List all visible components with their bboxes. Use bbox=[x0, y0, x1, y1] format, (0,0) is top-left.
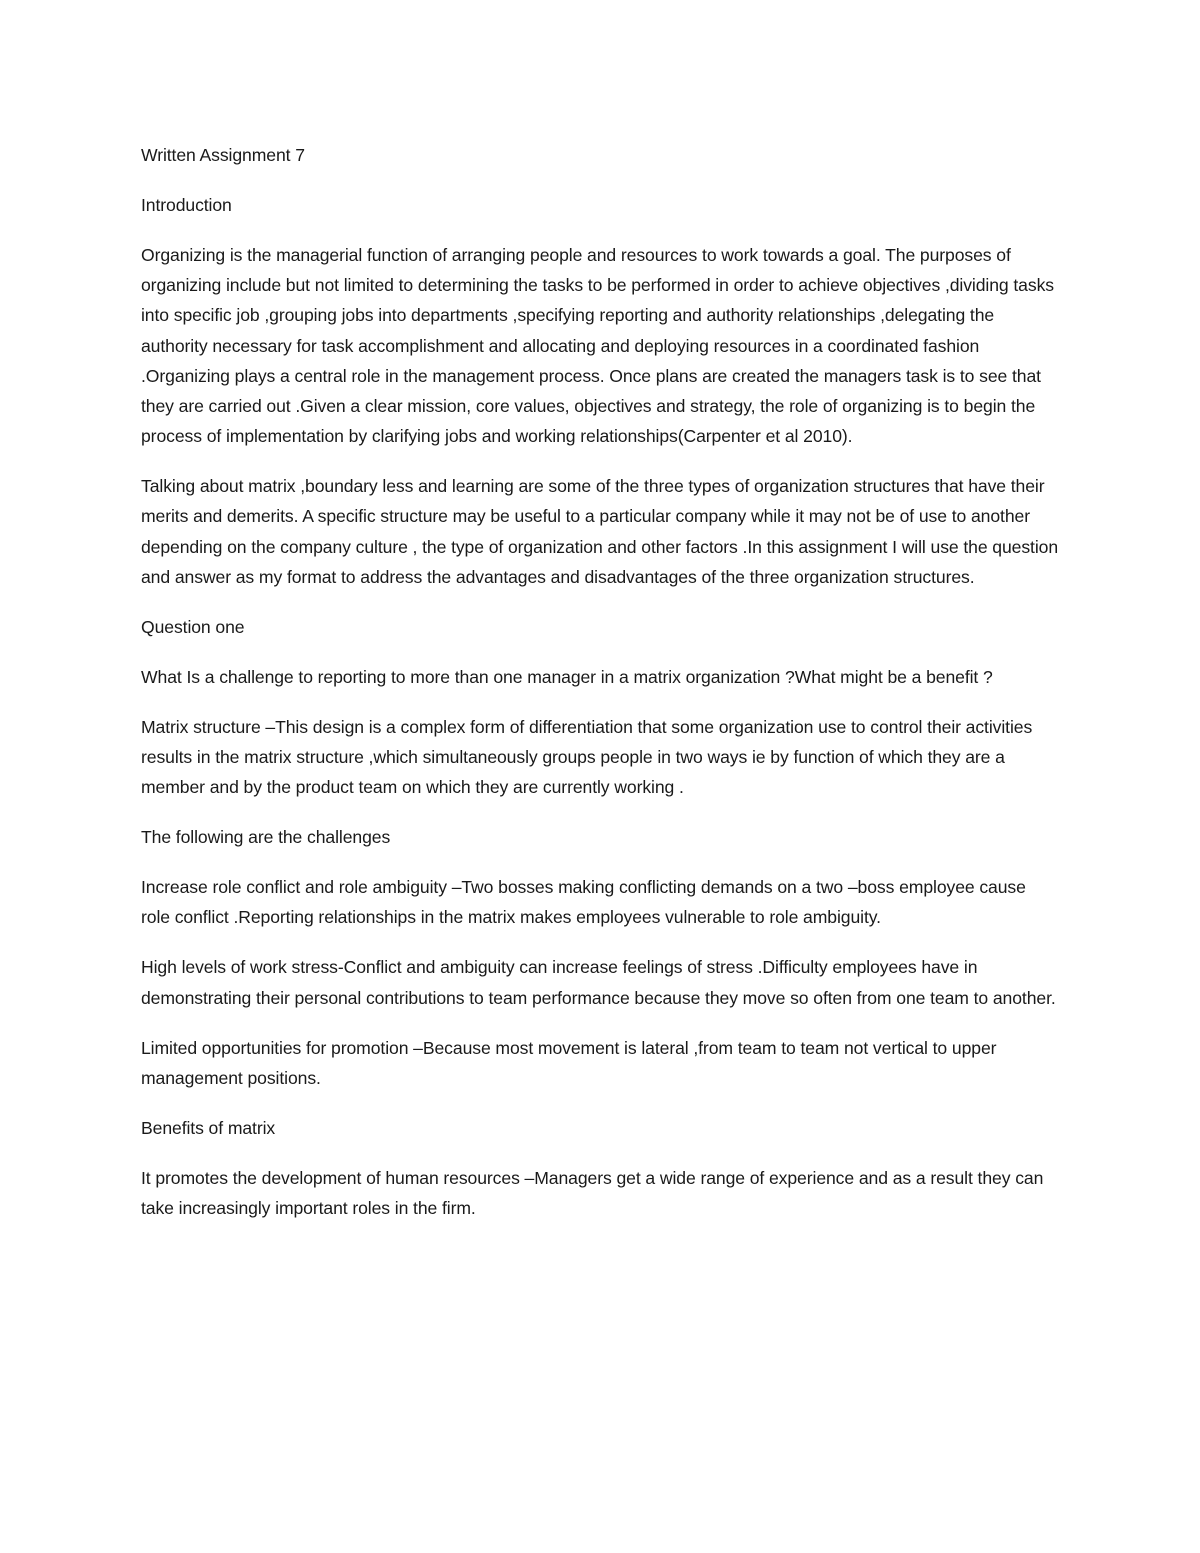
intro-paragraph-2: Talking about matrix ,boundary less and learning are some of the three types of organization structures that have their merits and demerits. A specific structure may be useful to a particular company while it may not be of use to another depending on the company culture , the type of organization and other factors .In this assignment I will use the question and answer as my format to address the advantages and disadvantages of the three organization structures. bbox=[141, 476, 1059, 587]
document-title: Written Assignment 7 bbox=[141, 145, 305, 165]
benefits-heading: Benefits of matrix bbox=[141, 1117, 276, 1138]
section-heading-introduction: Introduction bbox=[141, 195, 232, 215]
benefit-paragraph-1: It promotes the development of human resources –Managers get a wide range of experience and as a result they can take increasingly important roles in the firm. bbox=[141, 1167, 1044, 1219]
challenges-heading: The following are the challenges bbox=[141, 827, 391, 848]
intro-paragraph-1: Organizing is the managerial function of arranging people and resources to work towards a goal. The purposes of organizing include but not limited to determining the tasks to be performed in order to achieve objectives ,dividing tasks into specific job ,grouping jobs into departments ,specifying reporting and authority relationships ,delegating the authority necessary for task accomplishment and allocating and deploying resources in a coordinated fashion .Organizing plays a central role in the management process. Once plans are created the managers task is to see that they are carried out .Given a clear mission, core values, objectives and strategy, the role of organizing is to begin the process of implementation by clarifying jobs and working relationships(Carpenter et al 2010). bbox=[141, 245, 1054, 447]
question-text: What Is a challenge to reporting to more than one manager in a matrix organization ?What might be a benefit ? bbox=[141, 666, 993, 687]
section-heading-question-one: Question one bbox=[141, 616, 245, 637]
challenge-paragraph-2: High levels of work stress-Conflict and ambiguity can increase feelings of stress .Difficulty employees have in demonstrating their personal contributions to team performance because they move so often from one team to another. bbox=[141, 957, 1056, 1008]
document-body bbox=[141, 140, 1059, 1243]
challenge-paragraph-3: Limited opportunities for promotion –Because most movement is lateral ,from team to team not vertical to upper management positions. bbox=[141, 1037, 997, 1088]
matrix-structure-paragraph: Matrix structure –This design is a complex form of differentiation that some organization use to control their activities results in the matrix structure ,which simultaneously groups people in two ways ie by function of which they are a member and by the product team on which they are currently working . bbox=[141, 716, 1033, 798]
challenge-paragraph-1: Increase role conflict and role ambiguity –Two bosses making conflicting demands on a two –boss employee cause role conflict .Reporting relationships in the matrix makes employees vulnerable to role ambiguity. bbox=[141, 877, 1026, 928]
